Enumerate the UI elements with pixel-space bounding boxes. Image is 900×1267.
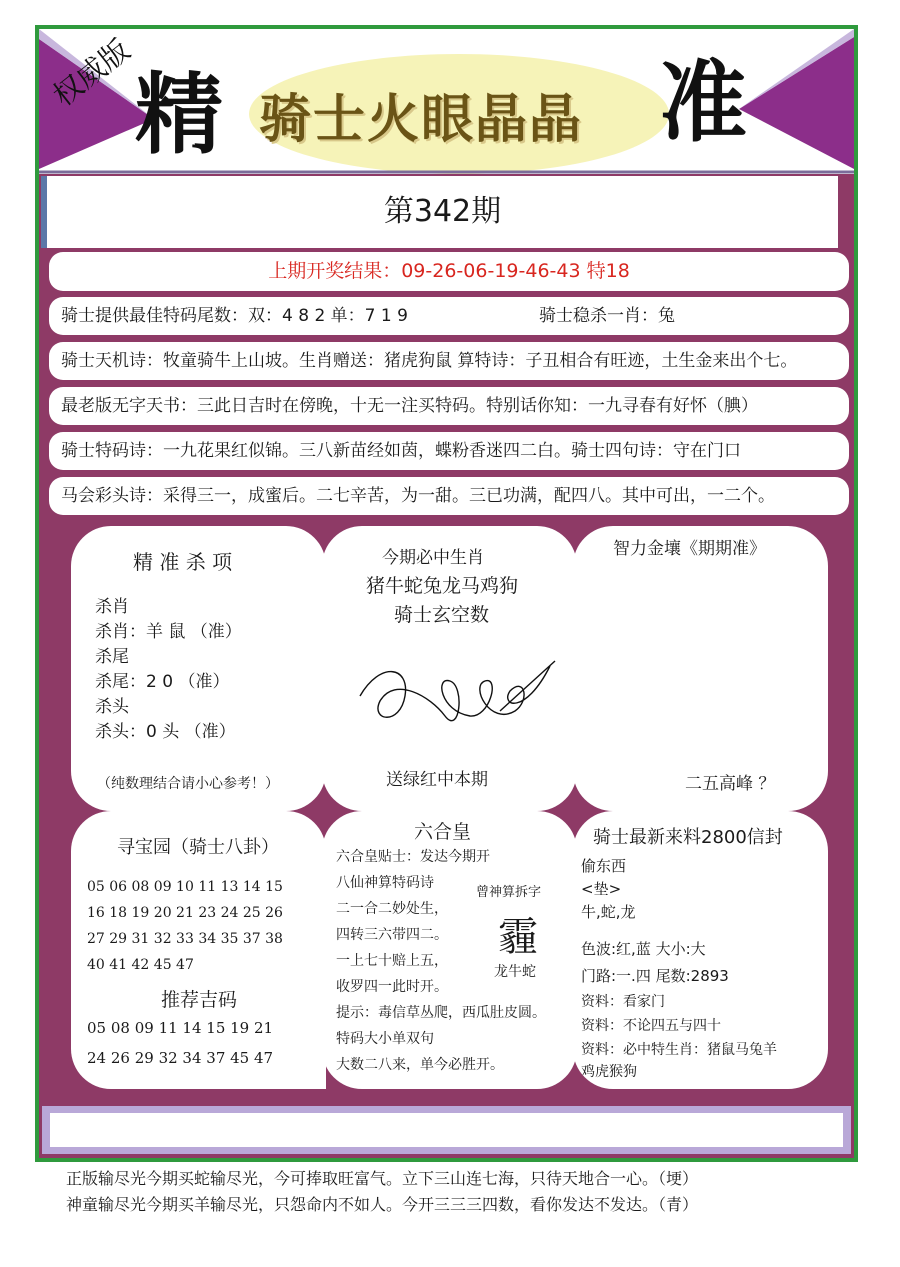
liuhe-box	[322, 811, 577, 1089]
latest-line: 门路:一.四 尾数:2893	[581, 967, 729, 985]
kill-box	[71, 526, 326, 811]
footer-blank-panel	[50, 1113, 843, 1147]
poem-row	[49, 387, 849, 425]
signature-scribble	[350, 656, 560, 736]
liuhe-line: 八仙神算特码诗	[336, 875, 434, 891]
tail-numbers-text: 骑士提供最佳特码尾数：双：4 8 2 单：7 1 9	[61, 306, 408, 326]
brand-title: 骑士火眼晶晶	[259, 89, 584, 150]
kill-line: 杀肖：羊 鼠 （准）	[95, 622, 242, 642]
latest-line: 资料：不论四五与四十	[581, 1018, 721, 1034]
liuhe-line: 一上七十赔上五，	[336, 953, 448, 969]
latest-line: <垫>	[581, 880, 622, 898]
latest-line: 鸡虎猴狗	[581, 1064, 637, 1080]
tail-numbers-row	[49, 297, 849, 335]
kill-line: 杀头	[95, 697, 129, 717]
treasure-box	[71, 811, 326, 1089]
treasure-number-row: 16 18 19 20 21 23 24 25 26	[87, 905, 283, 921]
poem-row	[49, 432, 849, 470]
last-result-text: 上期开奖结果：09-26-06-19-46-43 特18	[268, 260, 630, 282]
liuhe-title: 六合皇	[414, 821, 472, 843]
poem-text: 最老版无字天书：三此日吉时在傍晚，十无一注买特码。特别话你知：一九寻春有好怀（腆）	[61, 396, 758, 416]
liuhe-side-sub: 龙牛蛇	[494, 964, 536, 980]
liuhe-line: 特码大小单双句	[336, 1031, 434, 1047]
poem-row	[49, 342, 849, 380]
latest-title: 骑士最新来料2800信封	[593, 827, 783, 848]
kill-line: 杀肖	[95, 597, 129, 617]
latest-line: 资料：看家门	[581, 994, 665, 1010]
kill-line: 杀头：0 头 （准）	[95, 722, 236, 742]
recommended-row: 24 26 29 32 34 37 45 47	[87, 1049, 274, 1067]
treasure-number-row: 05 06 08 09 10 11 13 14 15	[87, 879, 283, 895]
latest-line: 资料：必中特生肖：猪鼠马兔羊	[581, 1042, 777, 1058]
kill-note: （纯数理结合请小心参考！）	[97, 776, 279, 792]
poster-frame	[35, 25, 858, 1162]
liuhe-line: 二一合二妙处生，	[336, 901, 448, 917]
kill-zodiac-text: 骑士稳杀一肖：兔	[539, 306, 675, 326]
last-result-row	[49, 252, 849, 291]
header-banner	[39, 29, 854, 174]
treasure-number-row: 27 29 31 32 33 34 35 37 38	[87, 931, 283, 947]
poem-row	[49, 477, 849, 515]
latest-box	[573, 811, 828, 1089]
latest-line: 色波:红,蓝 大小:大	[581, 940, 706, 958]
header-left-character: 精	[135, 63, 224, 166]
wisdom-title: 智力金壤《期期准》	[613, 539, 766, 559]
recommended-row: 05 08 09 11 14 15 19 21	[87, 1019, 274, 1037]
bottom-verse: 神童输尽光今期买羊输尽光，只怨命内不如人。今开三三三四数，看你发达不发达。（青）	[66, 1195, 699, 1214]
poem-text: 骑士天机诗：牧童骑牛上山坡。生肖赠送：猪虎狗鼠 算特诗：子丑相合有旺迹，土生金来出个七。	[61, 351, 798, 371]
wisdom-box	[573, 526, 828, 811]
bottom-verse: 正版输尽光今期买蛇输尽光，今可捧取旺富气。立下三山连七海，只待天地合一心。（埂）	[66, 1169, 699, 1188]
edition-label: 权威版	[46, 32, 137, 113]
footer-bar	[42, 1106, 851, 1154]
liuhe-line: 提示：毒信草丛爬，西瓜肚皮圆。	[336, 1005, 546, 1021]
header-right-character: 准	[659, 51, 748, 154]
must-win-sub: 骑士玄空数	[394, 604, 490, 626]
must-win-zodiacs: 猪牛蛇兔龙马鸡狗	[366, 575, 519, 597]
latest-line: 偷东西	[581, 857, 627, 875]
liuhe-line: 大数二八来，单今必胜开。	[336, 1057, 504, 1073]
recommended-title: 推荐吉码	[161, 989, 238, 1011]
kill-box-title: 精 准 杀 项	[133, 550, 233, 574]
treasure-title: 寻宝园（骑士八卦）	[117, 837, 279, 858]
liuhe-line: 收罗四一此时开。	[336, 979, 448, 995]
liuhe-line: 六合皇贴士：发达今期开	[336, 849, 490, 865]
liuhe-side-char: 霾	[498, 914, 538, 960]
poem-text: 马会彩头诗：采得三一，成蜜后。二七辛苦，为一甜。三已功满，配四八。其中可出，一二个。	[61, 486, 775, 506]
must-win-footer: 送绿红中本期	[386, 770, 488, 790]
issue-number: 第342期	[383, 194, 502, 229]
kill-line: 杀尾	[95, 647, 129, 667]
liuhe-side-title: 曾神算拆字	[476, 885, 542, 900]
liuhe-line: 四转三六带四二。	[336, 927, 448, 943]
wisdom-footer: 二五高峰 ？	[685, 774, 776, 794]
issue-bar	[41, 176, 838, 248]
latest-line: 牛,蛇,龙	[581, 903, 636, 921]
must-win-box	[322, 526, 577, 811]
poem-text: 骑士特码诗：一九花果红似锦。三八新苗经如茵，蝶粉香迷四二白。骑士四句诗：守在门口	[61, 441, 741, 461]
treasure-number-row: 40 41 42 45 47	[87, 957, 194, 973]
kill-line: 杀尾：2 0 （准）	[95, 672, 230, 692]
must-win-title: 今期必中生肖	[382, 548, 484, 568]
